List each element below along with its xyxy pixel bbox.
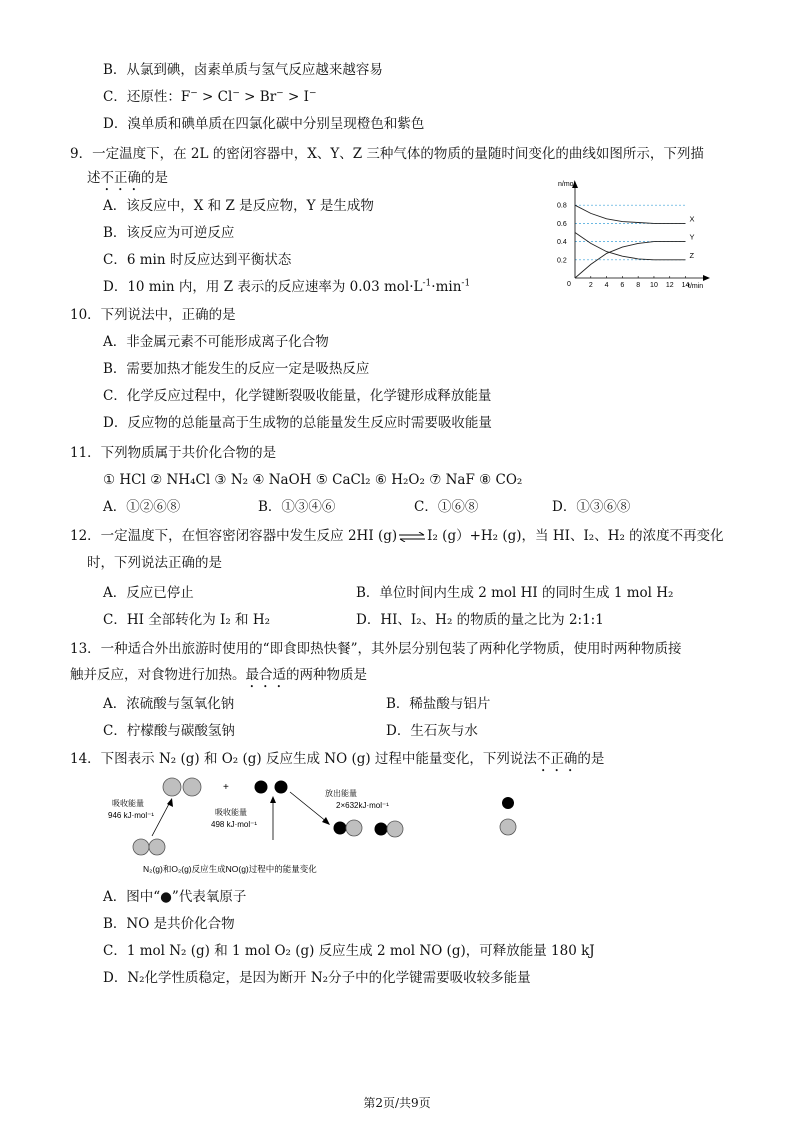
q8-option-d: D．溴单质和碘单质在四氯化碳中分别呈现橙色和紫色 [103,116,425,132]
n2-top-atom-left [163,778,181,796]
q12-option-d: D．HI、I₂、H₂ 的物质的量之比为 2:1:1 [356,612,604,628]
chart-y-ticks [557,203,567,265]
q12-stem-line2: 时，下列说法正确的是 [87,555,222,571]
y-tick-label: 0.8 [557,202,567,210]
x-tick-label: 4 [604,282,609,289]
q14-energy-diagram [100,770,530,882]
series-line-Z [575,233,686,260]
series-label-Z: Z [689,250,695,260]
equilibrium-arrow-icon [398,532,426,542]
q10-option-b: B．需要加热才能发生的反应一定是吸热反应 [103,361,370,377]
release-arrow-head [322,817,330,825]
x-tick-label: 6 [620,282,625,289]
release-value: 2×632kJ·mol⁻¹ [336,801,389,810]
q10-stem: 10．下列说法中，正确的是 [70,307,236,323]
origin-label: 0 [567,281,571,288]
q8-option-c: C．还原性：F− > Cl− > Br− > I− [103,88,317,105]
o2-top-atom-right [275,781,288,794]
diagram-caption: N₂(g)和O₂(g)反应生成NO(g)过程中的能量变化 [143,864,317,874]
x-tick-label: 8 [636,282,641,289]
q10-option-a: A．非金属元素不可能形成离子化合物 [103,334,329,350]
series-label-Y: Y [689,232,695,242]
q13-option-b: B．稀盐酸与铝片 [386,696,491,712]
q11-option-c: C．①⑥⑧ [414,499,479,515]
q12-stem-line1: 12．一定温度下，在恒容密闭容器中发生反应 2HI (g) I₂ (g）+H₂ (g)，当 HI、I₂、H₂ 的浓度不再变化 [70,528,724,544]
x-tick-label: 10 [650,282,658,289]
page-footer: 第2页/共9页 [363,1096,431,1110]
release-label: 放出能量 [325,789,357,798]
absorb-value-o2: 498 kJ·mol⁻¹ [211,820,258,829]
n2-top-atom-right [183,778,201,796]
q9-chart [555,176,715,290]
n-atom-left [133,839,149,855]
x-tick-label: 12 [665,282,674,289]
y-tick-label: 0.2 [557,257,567,265]
y-tick-label: 0.6 [557,220,567,228]
no2-nitrogen [387,821,403,837]
q9-stem-line1: 9．一定温度下，在 2L 的密闭容器中，X、Y、Z 三种气体的物质的量随时间变化的曲线如图所示，下列描 [70,146,704,162]
q14-option-b: B．NO 是共价化合物 [103,916,235,932]
no2-oxygen [375,823,388,836]
n2-arrow [152,802,170,836]
q9-option-a: A．该反应中，X 和 Z 是反应物，Y 是生成物 [103,198,374,214]
q12-option-a: A．反应已停止 [103,585,194,601]
q9-option-c: C．6 min 时反应达到平衡状态 [103,252,292,268]
n-atom-right [149,839,165,855]
no1-oxygen [334,822,347,835]
q11-option-d: D．①③⑥⑧ [552,499,631,515]
q14-stem: 14．下图表示 N₂ (g) 和 O₂ (g) 反应生成 NO (g) 过程中能量变化，下列说法不正确的是 [70,751,605,767]
legend-black-atom [502,797,514,809]
plus-sign: + [223,782,229,793]
absorb-label-o2: 吸收能量 [215,808,247,817]
y-axis-label: n/mol [558,181,576,188]
q14-option-c: C．1 mol N₂ (g) 和 1 mol O₂ (g) 反应生成 2 mol NO (g)，可释放能量 180 kJ [103,943,595,959]
q13-stem-line2: 触并反应，对食物进行加热。最合适的两种物质是 [70,667,367,683]
q9-option-d: D．10 min 内，用 Z 表示的反应速率为 0.03 $mol\cdot L^{-1}\cdot\min^{-1}$ [103,278,471,295]
q13-option-a: A．浓硫酸与氢氧化钠 [103,696,235,712]
series-line-X [575,205,686,223]
q10-option-d: D．反应物的总能量高于生成物的总能量发生反应时需要吸收能量 [103,415,492,431]
q13-stem-line1: 13．一种适合外出旅游时使用的“即食即热快餐”，其外层分别包装了两种化学物质，使用时两种物质接 [70,641,682,657]
legend-grey-atom [500,819,516,835]
release-arrow [290,792,327,822]
q11-option-b: B．①③④⑥ [258,499,336,515]
q13-option-c: C．柠檬酸与碳酸氢钠 [103,723,235,739]
x-tick-label: 2 [588,282,593,289]
q12-option-b: B．单位时间内生成 2 mol HI 的同时生成 1 mol H₂ [356,585,674,601]
q13-option-d: D．生石灰与水 [386,723,478,739]
q12-option-c: C．HI 全部转化为 I₂ 和 H₂ [103,612,271,628]
q14-option-d: D．N₂化学性质稳定，是因为断开 N₂分子中的化学键需要吸收较多能量 [103,970,531,986]
no1-nitrogen [346,820,362,836]
series-label-X: X [689,214,695,224]
q8-option-b: B．从氯到碘，卤素单质与氢气反应越来越容易 [103,62,383,78]
absorb-label-n2: 吸收能量 [112,799,144,808]
o2-arrow-head [270,796,276,803]
q11-option-a: A．①②⑥⑧ [103,499,181,515]
x-axis-label: t/min [688,283,704,290]
q11-stem: 11．下列物质属于共价化合物的是 [70,445,277,461]
q9-stem-line2: 述不正确的是 [87,170,168,186]
q10-option-c: C．化学反应过程中，化学键断裂吸收能量，化学键形成释放能量 [103,388,492,404]
q14-option-a: A．图中“●”代表氧原子 [103,889,247,905]
y-tick-label: 0.4 [557,239,567,247]
o2-top-atom-left [255,781,268,794]
x-axis-arrow [703,275,710,281]
x-tick-label: 14 [681,282,690,289]
q11-substance-list: ① HCl ② NH₄Cl ③ N₂ ④ NaOH ⑤ CaCl₂ ⑥ H₂O₂ ⑦ NaF ⑧ CO₂ [103,472,523,488]
q9-option-b: B．该反应为可逆反应 [103,225,235,241]
absorb-value-n2: 946 kJ·mol⁻¹ [108,811,155,820]
